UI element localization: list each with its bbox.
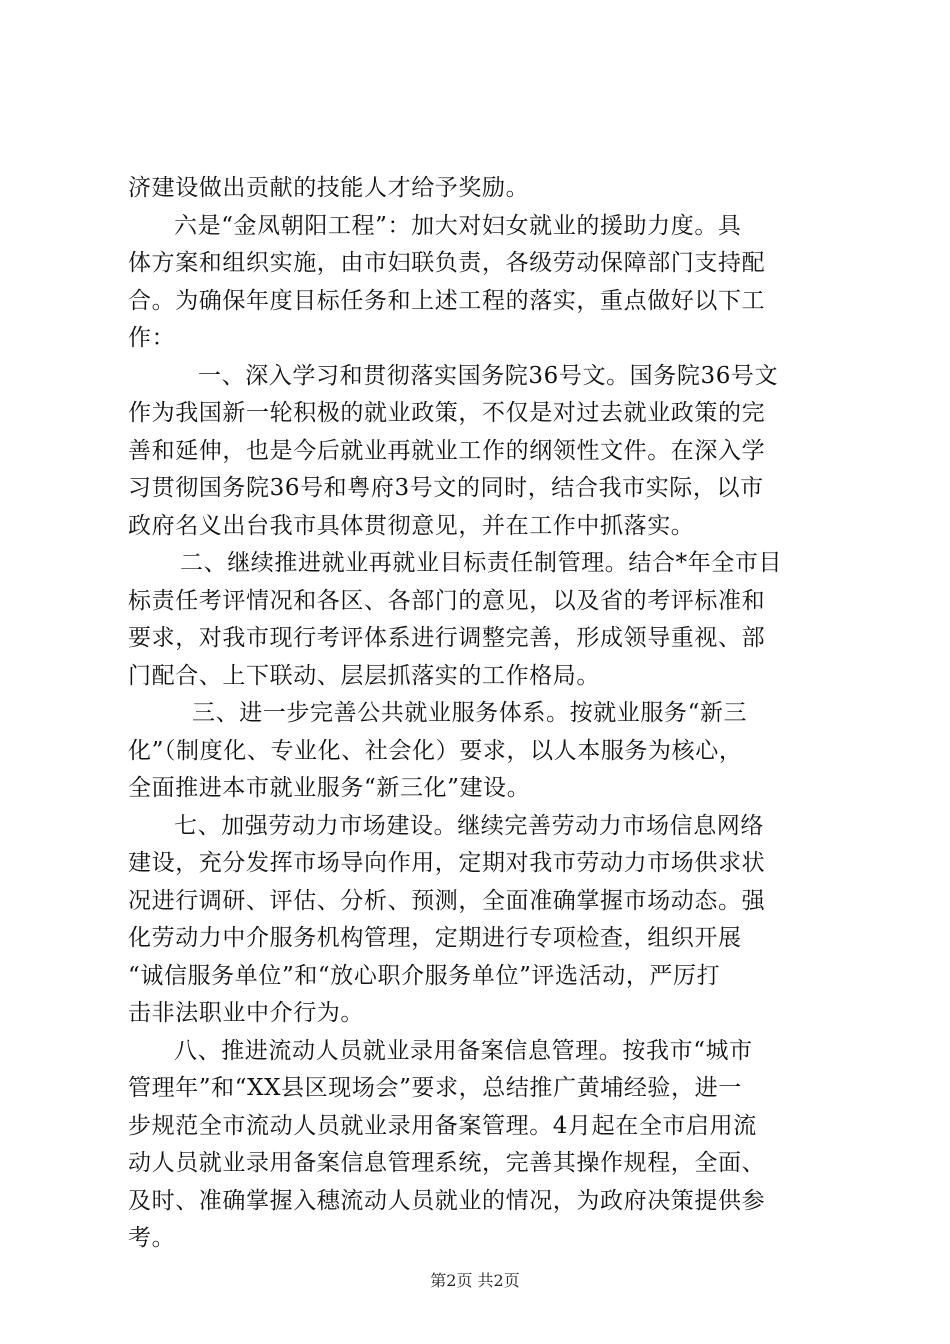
text-line: 作： <box>128 325 176 351</box>
text-line: 三、进一步完善公共就业服务体系。按就业服务“新三 <box>192 700 748 726</box>
text-line: 况进行调研、评估、分析、预测，全面准确掌握市场动态。强 <box>128 887 766 914</box>
text-line: “诚信服务单位”和“放心职介服务单位”评选活动，严厉打 <box>128 962 721 989</box>
text-line: 政府名义出台我市具体贯彻意见，并在工作中抓落实。 <box>128 512 695 539</box>
text-line: 要求，对我市现行考评体系进行调整完善，形成领导重视、部 <box>128 625 766 651</box>
text-line: 八、推进流动人员就业录用备案信息管理。按我市“城市 <box>174 1037 753 1064</box>
page-number-footer: 第2页 共2页 <box>430 1271 520 1290</box>
text-line: 管理年”和“XX县区现场会”要求，总结推广黄埔经验，进一 <box>128 1075 742 1101</box>
text-line: 一、深入学习和贯彻落实国务院36号文。国务院36号文 <box>198 362 779 389</box>
text-line: 七、加强劳动力市场建设。继续完善劳动力市场信息网络 <box>174 812 764 839</box>
text-line: 济建设做出贡献的技能人才给予奖励。 <box>128 175 530 201</box>
text-line: 及时、准确掌握入穗流动人员就业的情况，为政府决策提供参 <box>128 1187 766 1214</box>
text-line: 标责任考评情况和各区、各部门的意见，以及省的考评标准和 <box>128 587 766 614</box>
text-line: 考。 <box>128 1225 176 1251</box>
text-line: 全面推进本市就业服务“新三化”建设。 <box>128 775 531 801</box>
document-body <box>128 170 828 1258</box>
text-line: 习贯彻国务院36号和粤府3号文的同时，结合我市实际，以市 <box>128 475 764 501</box>
text-line: 体方案和组织实施，由市妇联负责，各级劳动保障部门支持配 <box>128 250 766 276</box>
text-line: 动人员就业录用备案信息管理系统，完善其操作规程，全面、 <box>128 1150 766 1176</box>
text-line: 化”（制度化、专业化、社会化）要求，以人本服务为核心， <box>128 737 743 764</box>
text-line: 建设，充分发挥市场导向作用，定期对我市劳动力市场供求状 <box>128 850 766 876</box>
text-line: 作为我国新一轮积极的就业政策，不仅是对过去就业政策的完 <box>128 400 766 426</box>
text-line: 二、继续推进就业再就业目标责任制管理。结合*年全市目 <box>180 550 783 576</box>
text-line: 击非法职业中介行为。 <box>128 1000 364 1026</box>
text-line: 善和延伸，也是今后就业再就业工作的纲领性文件。在深入学 <box>128 437 766 464</box>
text-line: 合。为确保年度目标任务和上述工程的落实，重点做好以下工 <box>128 287 766 314</box>
text-line: 化劳动力中介服务机构管理，定期进行专项检查，组织开展 <box>128 925 742 951</box>
text-line: 六是“金凤朝阳工程”：加大对妇女就业的援助力度。具 <box>174 212 742 239</box>
text-line: 步规范全市流动人员就业录用备案管理。4月起在全市启用流 <box>128 1112 757 1139</box>
text-line: 门配合、上下联动、层层抓落实的工作格局。 <box>128 662 600 689</box>
